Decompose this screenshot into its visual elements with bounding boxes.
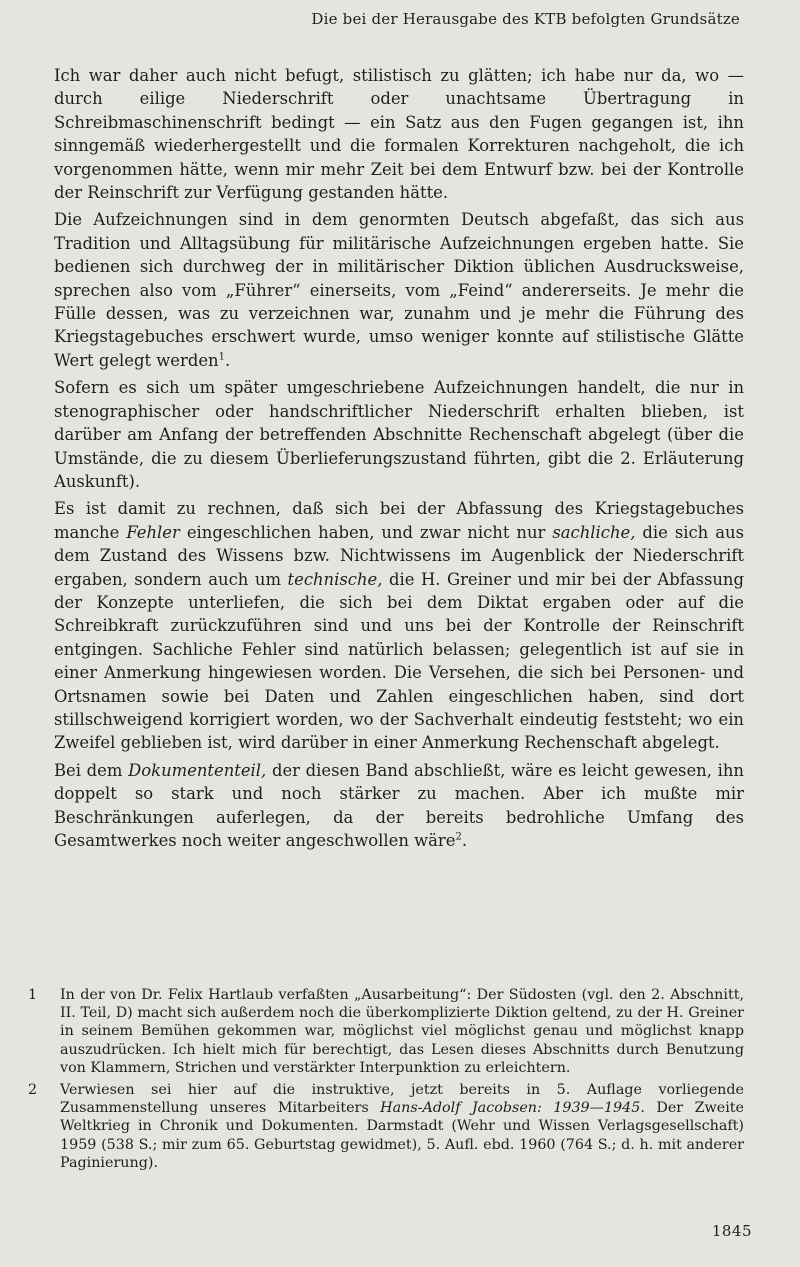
paragraph-5-end: . (461, 831, 468, 850)
paragraph-3-text: Sofern es sich um später umgeschriebene Aufzeichnungen handelt, die nur in stenographischer oder handschriftlicher Niederschrift erhalten blieben, ist darüber am Anfang der betreffenden Abschnitte Rechenschaft abgelegt (über die Umstände, die zu diesem Überlieferungszustand führten, gibt die 2. Erläuterung Auskunft). (54, 378, 744, 491)
paragraph-1 (54, 64, 744, 204)
footnote-1-text: In der von Dr. Felix Hartlaub verfaßten „Ausarbeitung“: Der Südosten (vgl. den 2. Abschnitt, II. Teil, D) macht sich außerdem noch die überkomplizierte Diktion geltend, zu der H. Greiner in seinem Bemühen gekommen war, möglichst viel möglichst genau und möglichst knapp auszudrücken. Ich hielt mich für berechtigt, das Lesen dieses Abschnitts durch Benutzung von Klammern, Strichen und verstärkter Interpunktion zu erleichtern. (60, 987, 744, 1076)
footnote-2-text-a: Verwiesen sei hier auf die instruktive, jetzt bereits in 5. Auflage vorliegende Zusammenstellung unseres Mitarbeiters (60, 1082, 744, 1117)
paragraph-1-text: Ich war daher auch nicht befugt, stilistisch zu glätten; ich habe nur da, wo — durch eilige Niederschrift oder unachtsame Übertragung in Schreibmaschinenschrift bedingt — ein Satz aus den Fugen gegangen ist, ihn sinngemäß wiederhergestellt und die formalen Korrekturen nachgeholt, die ich vorgenommen hätte, wenn mir mehr Zeit bei dem Entwurf bzw. bei der Kontrolle der Reinschrift zur Verfügung gestanden hätte. (54, 66, 744, 203)
footnote-1-number: 1 (28, 987, 38, 1003)
paragraph-2-end: . (224, 350, 231, 370)
paragraph-4 (54, 497, 744, 754)
paragraph-4-text-d: die H. Greiner und mir bei der Abfassung der Konzepte unterliefen, die sich bei dem Diktat ergaben oder auf die Schreibkraft zurückzuführen sind und uns bei der Kontrolle der Reinschrift entgingen. Sachliche Fehler sind natürlich belassen; gelegentlich ist auf sie in einer Anmerkung hingewiesen worden. Die Versehen, die sich bei Personen- und Ortsnamen sowie bei Daten und Zahlen eingeschlichen haben, sind dort stillschweigend korrigiert worden, wo der Sachverhalt eindeutig feststeht; wo ein Zweifel geblieben ist, wird darüber in einer Anmerkung Rechenschaft abgelegt. (54, 569, 744, 753)
footnote-2-text-b: Der Zweite Weltkrieg in Chronik und Dokumenten. Darmstadt (Wehr und Wissen Verlagsgesellschaft) 1959 (538 S.; mir zum 65. Geburtstag gewidmet), 5. Aufl. ebd. 1960 (764 S.; d. h. mit anderer Paginierung). (60, 1100, 744, 1171)
footnote-1 (28, 986, 744, 1077)
running-header: Die bei der Herausgabe des KTB befolgten Grundsätze (311, 10, 740, 28)
paragraph-5-text-b: der diesen Band abschließt, wäre es leicht gewesen, ihn doppelt so stark und noch stärker zu machen. Aber ich mußte mir Beschränkungen auferlegen, da der bereits bedrohliche Umfang des Gesamtwerkes noch weiter angeschwollen wäre (54, 760, 744, 850)
footnote-2-emphasis-author: Hans-Adolf Jacobsen: 1939—1945. (380, 1100, 645, 1117)
paragraph-2-text: Die Aufzeichnungen sind in dem genormten Deutsch abgefaßt, das sich aus Tradition und Alltagsübung für militärische Aufzeichnungen ergeben hatte. Sie bedienen sich durchweg der in militärischer Diktion üblichen Ausdrucksweise, sprechen also vom „Führer“ einerseits, vom „Feind“ andererseits. Je mehr die Fülle dessen, was zu verzeichnen war, zunahm und je mehr die Führung des Kriegstagebuches erschwert wurde, umso weniger konnte auf stilistische Glätte Wert gelegt werden (54, 210, 744, 370)
footnote-2 (28, 1081, 744, 1172)
paragraph-4-text-a: Es ist damit zu rechnen, daß sich bei der Abfassung des Kriegstagebuches manche (54, 499, 744, 542)
footnotes (28, 986, 744, 1176)
paragraph-4-text-b: eingeschlichen haben, und zwar nicht nur (179, 522, 553, 542)
page-number: 1845 (711, 1222, 752, 1240)
footnote-ref-2[interactable]: 2 (455, 831, 462, 843)
paragraph-2 (54, 208, 744, 372)
paragraph-5-text-a: Bei dem (54, 760, 129, 780)
paragraph-4-emphasis-fehler: Fehler (126, 522, 180, 542)
paragraph-5-emphasis-dokumententeil: Dokumententeil, (128, 760, 267, 780)
footnote-2-text (60, 1081, 744, 1172)
paragraph-4-text-c: die sich aus dem Zustand des Wissens bzw. Nichtwissens im Augenblick der Niederschrift ergaben, sondern auch um (54, 522, 744, 589)
footnote-ref-1[interactable]: 1 (218, 351, 225, 363)
paragraph-4-emphasis-sachliche: sachliche, (552, 522, 636, 542)
main-text (54, 64, 744, 852)
paragraph-4-emphasis-technische: technische, (287, 569, 383, 589)
footnote-2-number: 2 (28, 1082, 38, 1099)
paragraph-5 (54, 759, 744, 853)
paragraph-3 (54, 376, 744, 493)
